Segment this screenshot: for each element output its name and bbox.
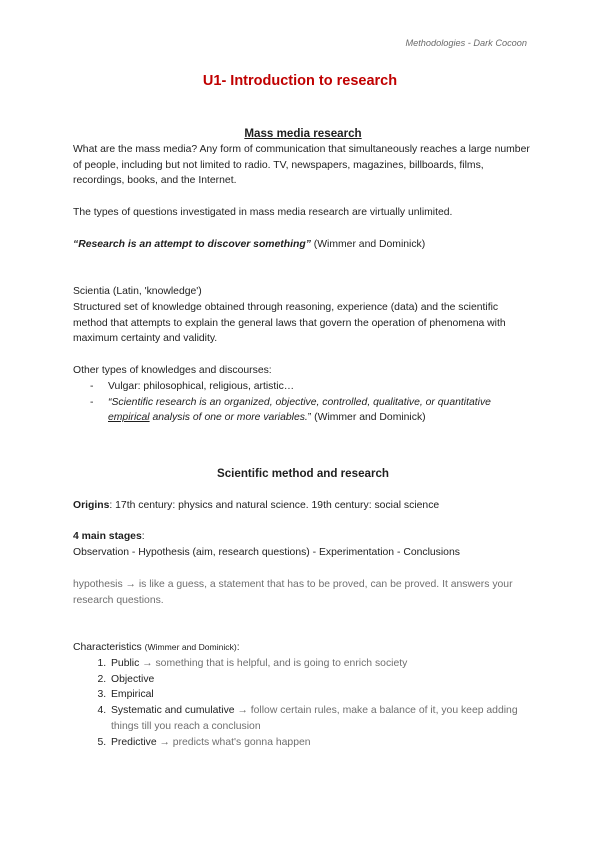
scientia-definition: Structured set of knowledge obtained through reasoning, experience (data) and the scientific method that attempts to explain the general laws that govern the operation of phenomena with maximum certainty and validity. xyxy=(73,301,506,345)
bullet-vulgar: Vulgar: philosophical, religious, artistic… xyxy=(108,380,295,392)
list-item xyxy=(90,379,533,395)
document-body xyxy=(73,126,533,750)
origins-line xyxy=(73,498,533,514)
list-item xyxy=(109,656,533,672)
characteristics-label: Characteristics xyxy=(73,641,145,653)
bullet-scientific-a: “Scientific research is an organized, objective, controlled, qualitative, or quantitative xyxy=(108,396,491,408)
document-header: Methodologies - Dark Cocoon xyxy=(405,38,527,48)
characteristics-colon: : xyxy=(236,641,240,653)
bullet-scientific-empirical: empirical xyxy=(108,412,150,424)
research-quote xyxy=(73,237,533,253)
knowledge-types-list xyxy=(73,379,533,426)
list-item xyxy=(109,672,533,688)
list-item xyxy=(90,395,533,427)
characteristic-note: → predicts what's gonna happen xyxy=(156,736,311,748)
section-heading-scientific-method: Scientific method and research xyxy=(216,467,390,481)
quote-text: “Research is an attempt to discover something” xyxy=(73,238,311,250)
characteristic-label: Systematic and cumulative xyxy=(111,705,235,717)
characteristic-label: Empirical xyxy=(111,689,154,701)
characteristics-citation: (Wimmer and Dominick) xyxy=(144,641,237,652)
characteristics-heading xyxy=(73,640,533,656)
characteristic-note: → follow certain rules, make a balance of it, you keep adding things till you reach a conclusion xyxy=(111,705,518,732)
stages-text: Observation - Hypothesis (aim, research questions) - Experimentation - Conclusions xyxy=(73,547,460,559)
origins-label: Origins xyxy=(73,499,110,511)
stages-label: 4 main stages xyxy=(73,531,142,543)
section-heading-mass-media: Mass media research xyxy=(244,127,362,140)
characteristics-list xyxy=(73,656,533,751)
scientia-title: Scientia (Latin, 'knowledge') xyxy=(73,285,202,297)
origins-text: : 17th century: physics and natural science. 19th century: social science xyxy=(109,499,440,511)
bullet-scientific-c: analysis of one or more variables. xyxy=(149,412,308,424)
mass-media-definition: What are the mass media? Any form of communication that simultaneously reaches a large number of people, including but not limited to radio. TV, newspapers, magazines, billboards, films, recordings, books, and the Internet. xyxy=(73,143,530,187)
stages-label-line xyxy=(73,529,533,545)
list-item xyxy=(109,703,533,735)
characteristic-label: Public xyxy=(111,657,140,669)
stages-colon: : xyxy=(141,531,145,543)
quote-citation: (Wimmer and Dominick) xyxy=(310,238,426,250)
characteristic-label: Objective xyxy=(111,673,155,685)
other-types-intro: Other types of knowledges and discourses: xyxy=(73,364,272,376)
list-item xyxy=(109,735,533,751)
hypothesis-note: hypothesis → is like a guess, a statement that has to be proved, can be proved. It answers your research questions. xyxy=(73,578,513,606)
characteristic-note: → something that is helpful, and is going to enrich society xyxy=(139,657,408,669)
characteristic-label: Predictive xyxy=(111,736,157,748)
questions-paragraph: The types of questions investigated in mass media research are virtually unlimited. xyxy=(73,206,453,218)
bullet-scientific-citation: ” (Wimmer and Dominick) xyxy=(307,412,426,424)
list-item xyxy=(109,687,533,703)
page-title: U1- Introduction to research xyxy=(202,73,398,89)
